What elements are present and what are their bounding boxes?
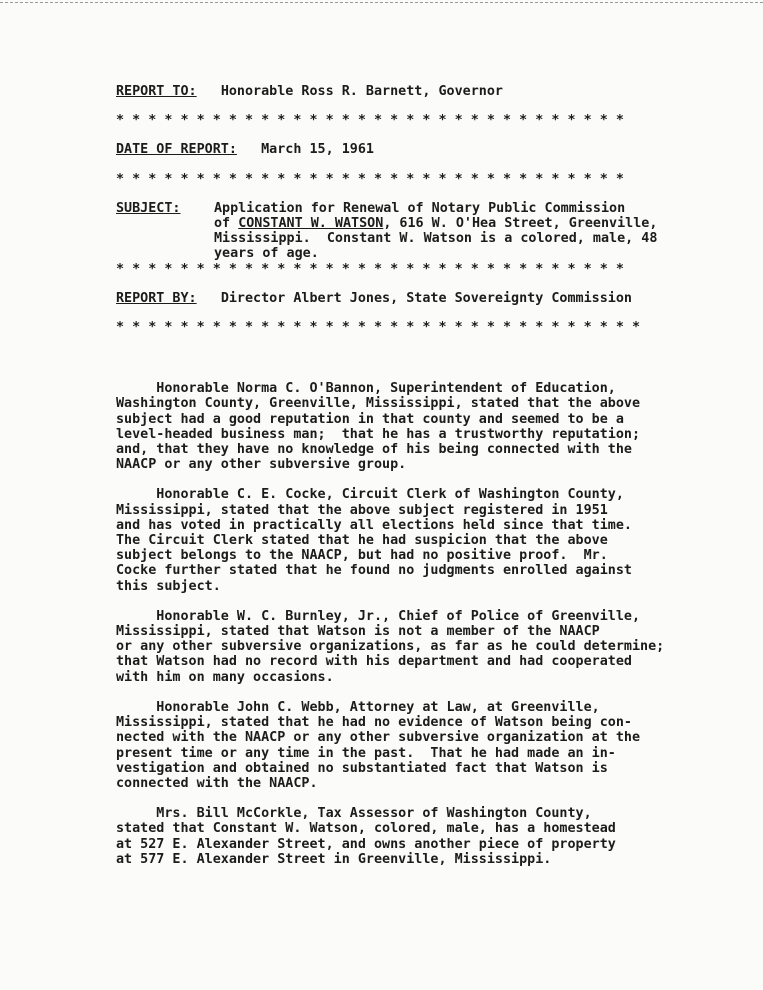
- paragraph-line: with him on many occasions.: [116, 669, 334, 685]
- subject-text: [214, 201, 746, 262]
- paragraph-line: Mississippi, stated that he had no evidence of Watson being con-: [116, 715, 632, 731]
- paragraph-line: this subject.: [116, 578, 221, 594]
- paragraph-webb: [116, 700, 746, 791]
- paragraph-line: Honorable Norma C. O'Bannon, Superintendent of Education,: [116, 381, 616, 397]
- paragraph-line: vestigation and obtained no substantiated fact that Watson is: [116, 760, 608, 776]
- paragraph-line: that Watson had no record with his department and had cooperated: [116, 654, 632, 670]
- paragraph-line: Honorable W. C. Burnley, Jr., Chief of Police of Greenville,: [116, 608, 641, 624]
- paragraph-line: level-headed business man; that he has a trustworthy reputation;: [116, 426, 641, 442]
- subject-line-2: [214, 216, 746, 231]
- paragraph-cocke: [116, 487, 746, 593]
- paragraph-line: Washington County, Greenville, Mississippi, stated that the above: [116, 396, 641, 412]
- report-to-value: Honorable Ross R. Barnett, Governor: [220, 84, 503, 99]
- star-divider-2: * * * * * * * * * * * * * * * * * * * * * * * * * * * * * * * *: [116, 171, 624, 187]
- paragraph-line: Cocke further stated that he found no judgments enrolled against: [116, 563, 632, 579]
- paragraph-line: Mississippi, stated that the above subject registered in 1951: [116, 502, 608, 518]
- page-top-edge: [0, 2, 763, 3]
- subject-line-1: Application for Renewal of Notary Public Commission: [214, 200, 626, 216]
- subject-name: CONSTANT W. WATSON: [238, 216, 384, 232]
- paragraph-line: Mrs. Bill McCorkle, Tax Assessor of Washington County,: [116, 806, 592, 822]
- report-by-value: Director Albert Jones, State Sovereignty Commission: [220, 290, 632, 306]
- date-of-report-label: DATE OF REPORT:: [116, 142, 237, 158]
- paragraph-line: connected with the NAACP.: [116, 775, 318, 791]
- date-of-report-row: [116, 142, 746, 157]
- date-of-report-value: March 15, 1961: [261, 142, 374, 158]
- paragraph-line: Honorable C. E. Cocke, Circuit Clerk of Washington County,: [116, 487, 624, 503]
- paragraph-line: at 527 E. Alexander Street, and owns another piece of property: [116, 836, 616, 852]
- star-divider-4: * * * * * * * * * * * * * * * * * * * * * * * * * * * * * * * * *: [116, 320, 641, 336]
- subject-block: [116, 201, 746, 262]
- star-divider-1: * * * * * * * * * * * * * * * * * * * * * * * * * * * * * * * *: [116, 113, 624, 129]
- paragraph-line: The Circuit Clerk stated that he had suspicion that the above: [116, 533, 608, 549]
- paragraph-line: subject had a good reputation in that county and seemed to be a: [116, 411, 624, 427]
- paragraph-line: stated that Constant W. Watson, colored, male, has a homestead: [116, 821, 616, 837]
- report-to-row: [116, 84, 746, 99]
- report-document: [116, 84, 746, 882]
- paragraph-line: Honorable John C. Webb, Attorney at Law, at Greenville,: [116, 699, 600, 715]
- paragraph-line: NAACP or any other subversive group.: [116, 457, 407, 473]
- report-to-label: REPORT TO:: [116, 84, 197, 99]
- subject-line-2-suffix: , 616 W. O'Hea Street, Greenville,: [383, 216, 658, 232]
- report-by-label: REPORT BY:: [116, 290, 197, 306]
- subject-line-2-prefix: of: [214, 216, 239, 232]
- paragraph-line: present time or any time in the past. That he had made an in-: [116, 745, 616, 761]
- paragraph-line: and, that they have no knowledge of his being connected with the: [116, 442, 632, 458]
- paragraph-line: nected with the NAACP or any other subversive organization at the: [116, 730, 641, 746]
- report-body: [116, 381, 746, 867]
- paragraph-line: subject belongs to the NAACP, but had no positive proof. Mr.: [116, 548, 608, 564]
- subject-line-4: years of age.: [214, 246, 319, 262]
- paragraph-line: or any other subversive organizations, as far as he could determine;: [116, 639, 665, 655]
- star-divider-3: * * * * * * * * * * * * * * * * * * * * * * * * * * * * * * * *: [116, 261, 624, 277]
- paragraph-burnley: [116, 609, 746, 685]
- paragraph-line: at 577 E. Alexander Street in Greenville, Mississippi.: [116, 851, 552, 867]
- paragraph-line: and has voted in practically all elections held since that time.: [116, 517, 632, 533]
- subject-label: SUBJECT:: [116, 200, 181, 216]
- paragraph-line: Mississippi, stated that Watson is not a member of the NAACP: [116, 624, 600, 640]
- report-by-row: [116, 291, 746, 306]
- subject-line-3: Mississippi. Constant W. Watson is a colored, male, 48: [214, 231, 658, 247]
- paragraph-mccorkle: [116, 806, 746, 867]
- paragraph-obannon: [116, 381, 746, 472]
